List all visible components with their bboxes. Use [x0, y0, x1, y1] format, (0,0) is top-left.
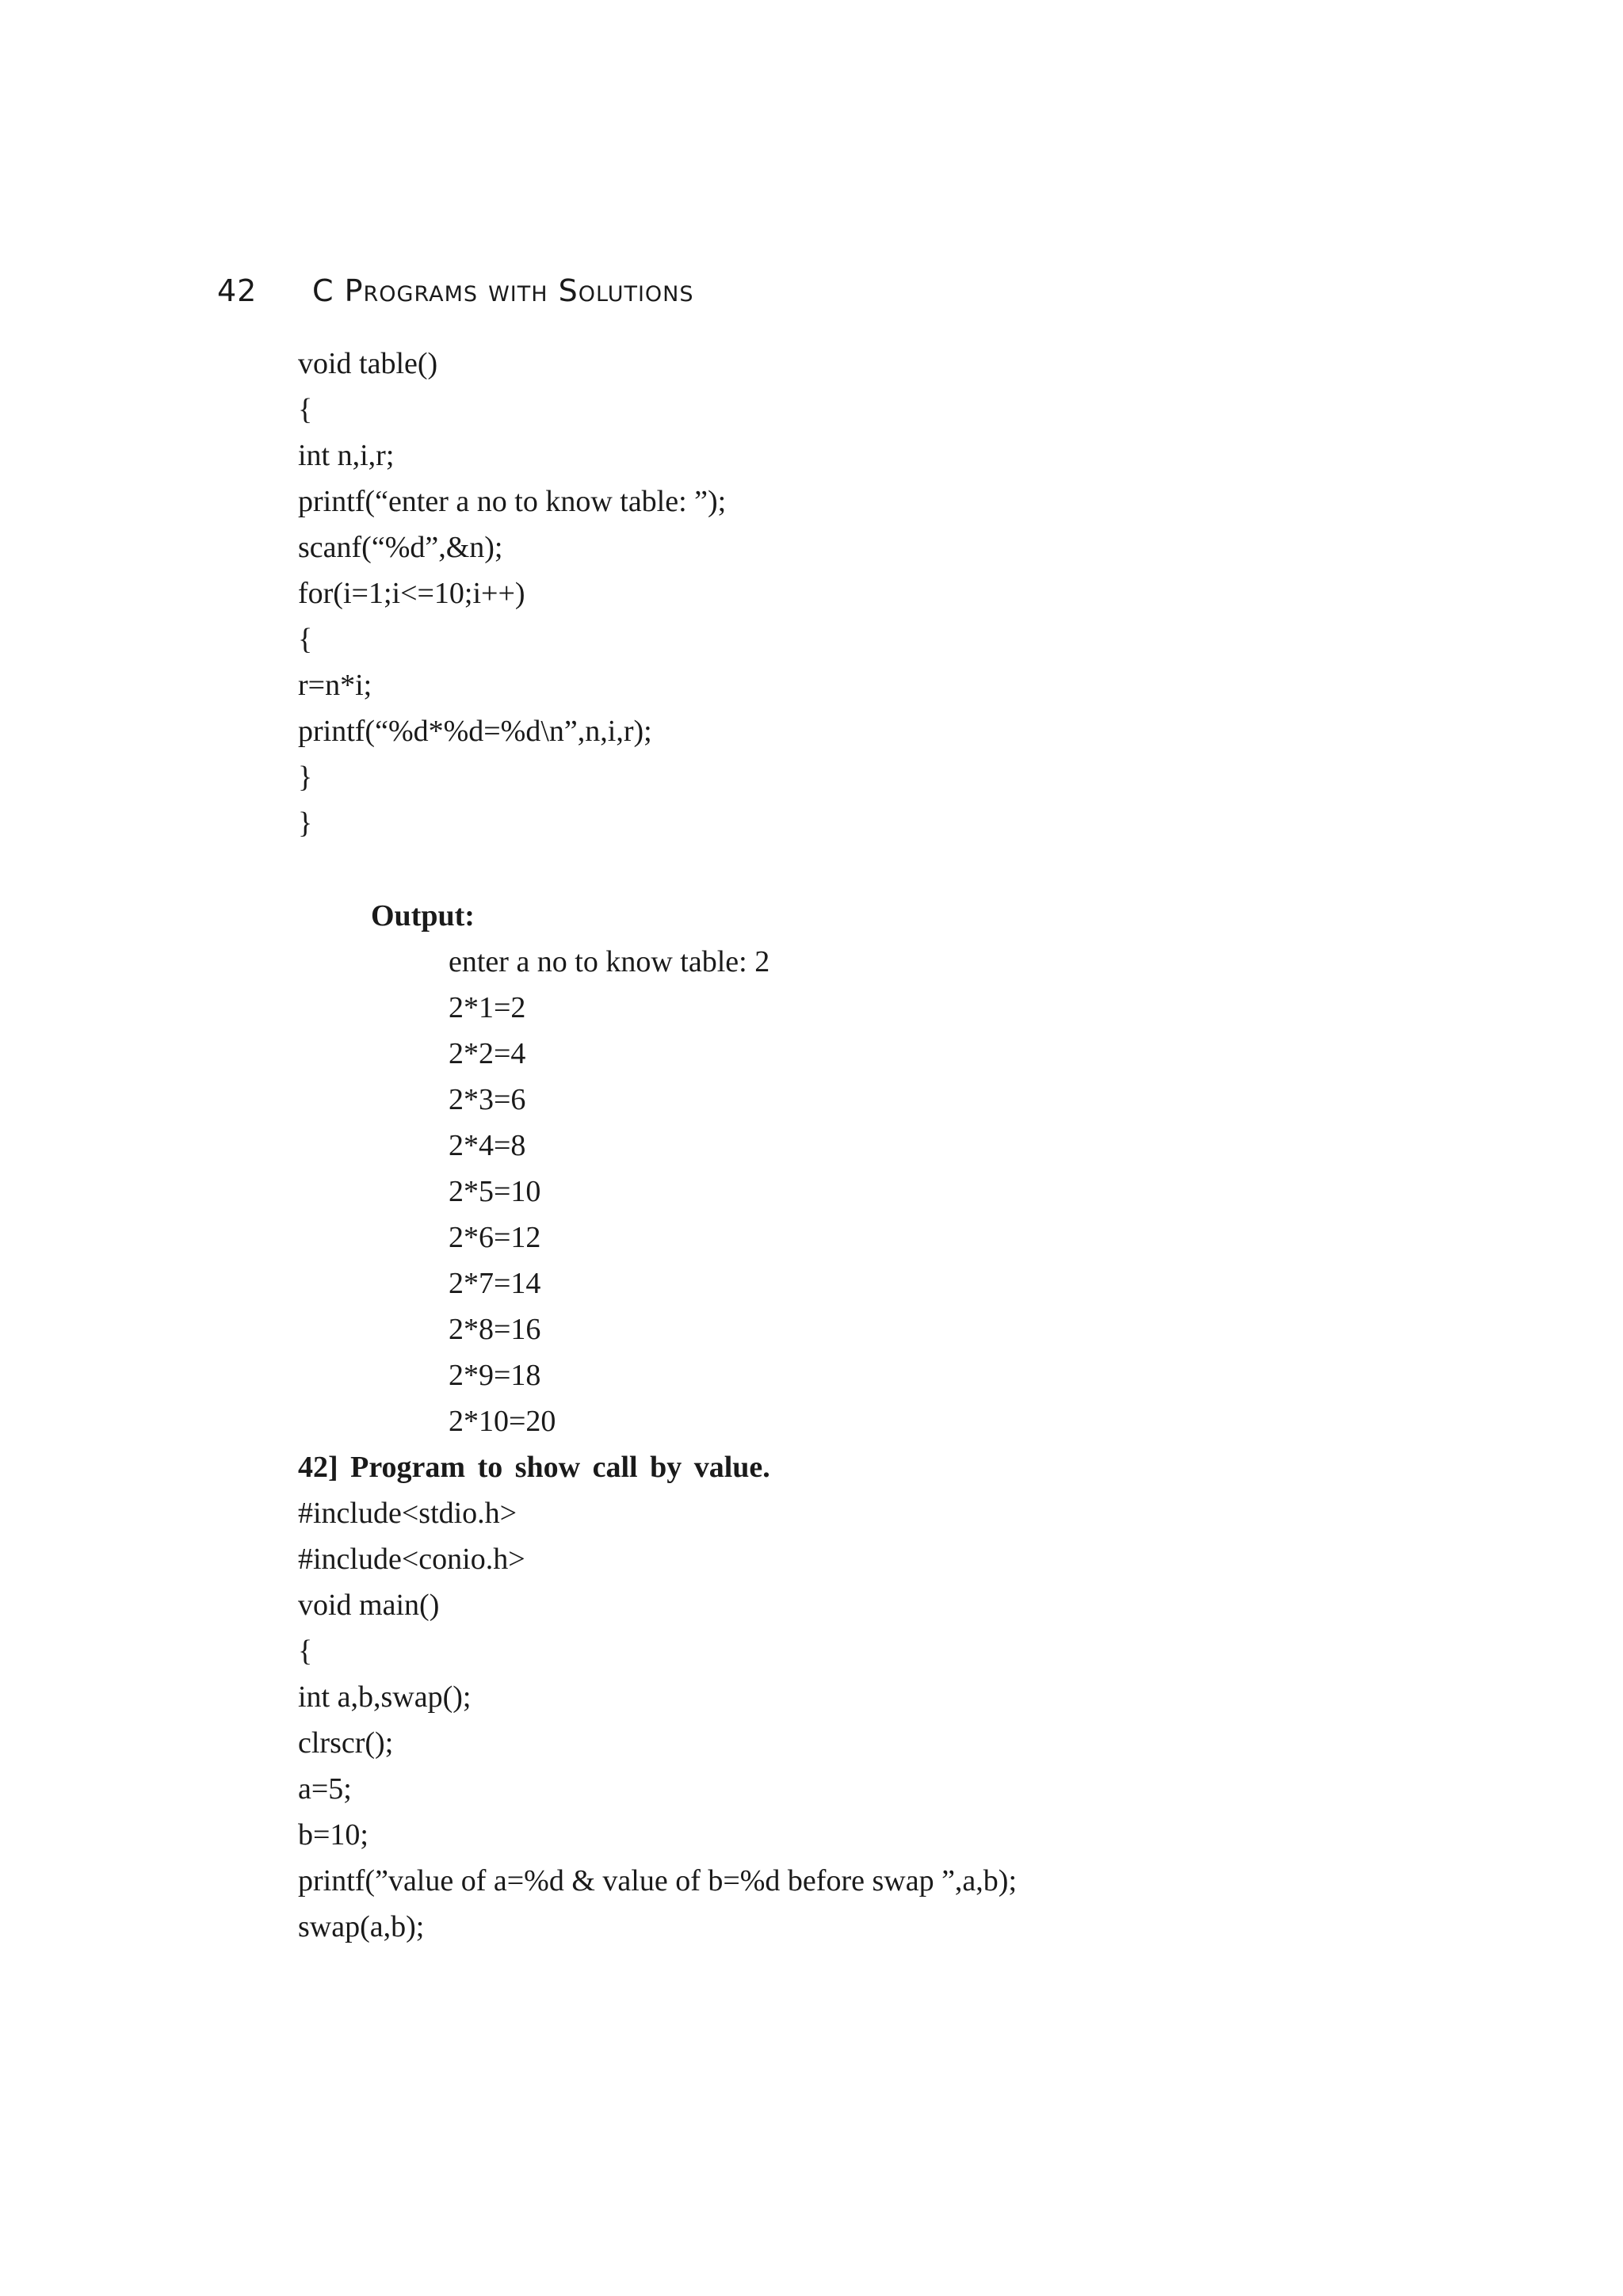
output-line: 2*5=10 [449, 1175, 541, 1208]
code-line: int n,i,r; [298, 439, 395, 472]
code-line: } [298, 807, 313, 840]
code-line: void table() [298, 347, 438, 380]
code-line: #include<conio.h> [298, 1543, 525, 1576]
code-line: b=10; [298, 1818, 369, 1852]
output-line: 2*3=6 [449, 1083, 526, 1116]
code-line: void main() [298, 1589, 440, 1622]
code-line: clrscr(); [298, 1726, 394, 1760]
code-line: printf(”value of a=%d & value of b=%d before swap ”,a,b); [298, 1864, 1018, 1897]
running-title: C Programs with Solutions [312, 273, 694, 308]
output-line: 2*8=16 [449, 1313, 541, 1346]
page-header [217, 273, 694, 321]
code-line: #include<stdio.h> [298, 1497, 517, 1530]
code-line: for(i=1;i<=10;i++) [298, 577, 525, 610]
output-line: 2*7=14 [449, 1267, 541, 1300]
code-line: swap(a,b); [298, 1910, 425, 1943]
output-line: 2*4=8 [449, 1129, 526, 1162]
code-line: a=5; [298, 1772, 352, 1806]
code-line: } [298, 761, 313, 794]
program-title: 42] Program to show call by value. [298, 1451, 770, 1484]
code-line: printf(“%d*%d=%d\n”,n,i,r); [298, 715, 652, 748]
output-line: 2*6=12 [449, 1221, 541, 1254]
code-line: int a,b,swap(); [298, 1680, 472, 1714]
code-line: r=n*i; [298, 669, 372, 702]
code-line: scanf(“%d”,&n); [298, 531, 503, 564]
output-line: enter a no to know table: 2 [449, 945, 770, 978]
output-line: 2*2=4 [449, 1037, 526, 1070]
code-line: { [298, 623, 313, 656]
code-line: printf(“enter a no to know table: ”); [298, 485, 727, 518]
page-number: 42 [217, 273, 258, 308]
code-line: { [298, 1634, 313, 1668]
output-line: 2*1=2 [449, 991, 526, 1024]
output-line: 2*9=18 [449, 1359, 541, 1392]
output-line: 2*10=20 [449, 1405, 556, 1438]
code-line: { [298, 393, 313, 426]
output-heading: Output: [371, 899, 475, 933]
